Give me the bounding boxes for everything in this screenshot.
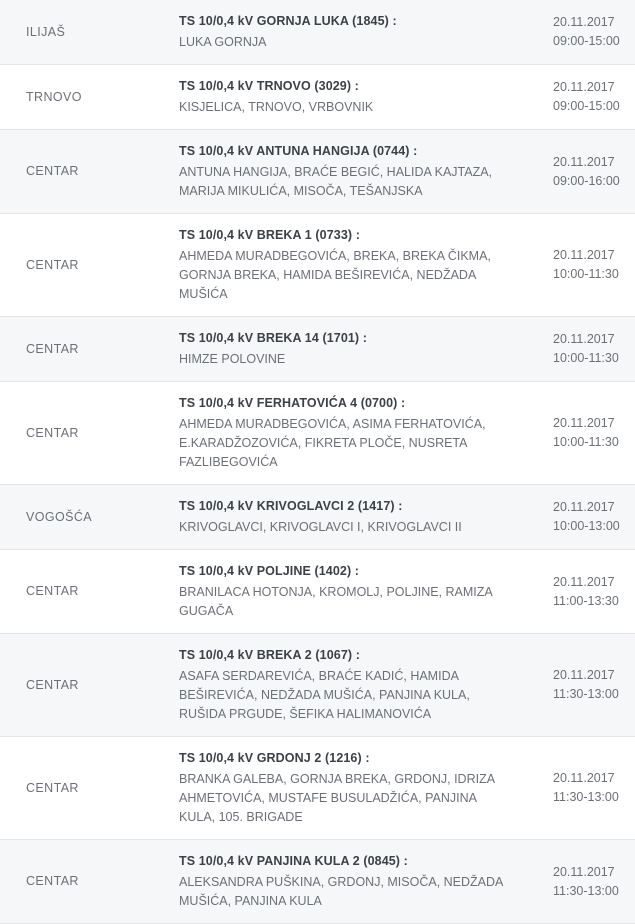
- date-label: 20.11.2017: [553, 332, 615, 346]
- time-label: 11:30-13:00: [553, 790, 619, 804]
- table-row: [0, 840, 635, 924]
- date-label: 20.11.2017: [553, 80, 615, 94]
- time-label: 10:00-13:00: [553, 519, 620, 533]
- time-label: 10:00-11:30: [553, 435, 619, 449]
- cell-datetime: [523, 485, 635, 550]
- station-label: TS 10/0,4 kV BREKA 2 (1067) :: [179, 648, 360, 662]
- cell-detail: [177, 737, 523, 840]
- cell-datetime: [523, 382, 635, 485]
- cell-datetime: [523, 634, 635, 737]
- table-row: [0, 130, 635, 214]
- time-label: 09:00-16:00: [553, 173, 620, 188]
- streets-label: AHMEDA MURADBEGOVIĆA, BREKA, BREKA ČIKMA, GORNJA BREKA, HAMIDA BEŠIREVIĆA, NEDŽADA MUŠIĆA: [179, 249, 491, 301]
- cell-area: VOGOŠĆA: [26, 509, 93, 524]
- date-label: 20.11.2017: [553, 154, 615, 169]
- cell-detail: [177, 550, 523, 634]
- station-label: TS 10/0,4 kV BREKA 14 (1701) :: [179, 331, 368, 345]
- cell-area: CENTAR: [26, 780, 79, 795]
- time-label: 10:00-11:30: [553, 267, 619, 281]
- cell-area: TRNOVO: [26, 89, 82, 104]
- time-label: 11:30-13:00: [553, 687, 619, 701]
- streets-label: HIMZE POLOVINE: [179, 352, 286, 366]
- station-label: TS 10/0,4 kV POLJINE (1402) :: [179, 564, 360, 578]
- table-row: [0, 0, 635, 65]
- time-label: 10:00-11:30: [553, 351, 619, 365]
- cell-area: CENTAR: [26, 341, 79, 356]
- table-row: [0, 550, 635, 634]
- cell-datetime: [523, 65, 635, 130]
- station-label: TS 10/0,4 kV ANTUNA HANGIJA (0744) :: [179, 144, 418, 158]
- time-label: 11:30-13:00: [553, 883, 619, 898]
- time-label: 11:00-13:30: [553, 593, 619, 608]
- cell-datetime: [523, 317, 635, 382]
- table-row: [0, 485, 635, 550]
- table-row: [0, 737, 635, 840]
- date-label: 20.11.2017: [553, 771, 615, 785]
- streets-label: AHMEDA MURADBEGOVIĆA, ASIMA FERHATOVIĆA, E.KARADŽOZOVIĆA, FIKRETA PLOČE, NUSRETA FAZLIBEGOVIĆA: [179, 417, 486, 469]
- time-label: 09:00-15:00: [553, 34, 620, 48]
- streets-label: BRANILACA HOTONJA, KROMOLJ, POLJINE, RAMIZA GUGAČA: [179, 585, 493, 618]
- cell-area: CENTAR: [26, 677, 79, 692]
- cell-detail: [177, 840, 523, 924]
- streets-label: KISJELICA, TRNOVO, VRBOVNIK: [179, 100, 374, 114]
- time-label: 09:00-15:00: [553, 99, 620, 113]
- date-label: 20.11.2017: [553, 15, 615, 29]
- cell-area: ILIJAŠ: [26, 24, 66, 39]
- cell-area: CENTAR: [26, 257, 79, 272]
- cell-datetime: [523, 130, 635, 214]
- cell-datetime: [523, 214, 635, 317]
- cell-datetime: [523, 550, 635, 634]
- station-label: TS 10/0,4 kV BREKA 1 (0733) :: [179, 228, 360, 242]
- table-row: [0, 65, 635, 130]
- cell-detail: [177, 485, 523, 550]
- table-row: [0, 317, 635, 382]
- cell-area: CENTAR: [26, 584, 79, 598]
- station-label: TS 10/0,4 kV KRIVOGLAVCI 2 (1417) :: [179, 499, 403, 513]
- cell-datetime: [523, 737, 635, 840]
- table-row: [0, 634, 635, 737]
- station-label: TS 10/0,4 kV FERHATOVIĆA 4 (0700) :: [179, 396, 406, 410]
- date-label: 20.11.2017: [553, 574, 615, 589]
- date-label: 20.11.2017: [553, 248, 615, 262]
- cell-detail: [177, 0, 523, 65]
- cell-detail: [177, 317, 523, 382]
- cell-detail: [177, 65, 523, 130]
- streets-label: BRANKA GALEBA, GORNJA BREKA, GRDONJ, IDRIZA AHMETOVIĆA, MUSTAFE BUSULADŽIĆA, PANJINA KULA, 105. BRIGADE: [179, 772, 495, 824]
- date-label: 20.11.2017: [553, 864, 615, 879]
- cell-detail: [177, 382, 523, 485]
- date-label: 20.11.2017: [553, 500, 615, 514]
- cell-detail: [177, 214, 523, 317]
- station-label: TS 10/0,4 kV PANJINA KULA 2 (0845) :: [179, 854, 408, 868]
- streets-label: LUKA GORNJA: [179, 35, 267, 49]
- streets-label: ALEKSANDRA PUŠKINA, GRDONJ, MISOČA, NEDŽADA MUŠIĆA, PANJINA KULA: [179, 875, 503, 908]
- streets-label: ASAFA SERDAREVIĆA, BRAĆE KADIĆ, HAMIDA BEŠIREVIĆA, NEDŽADA MUŠIĆA, PANJINA KULA, RUŠIDA PRGUDE, ŠEFIKA HALIMANOVIĆA: [179, 669, 470, 721]
- cell-datetime: [523, 840, 635, 924]
- station-label: TS 10/0,4 kV TRNOVO (3029) :: [179, 79, 359, 93]
- station-label: TS 10/0,4 kV GRDONJ 2 (1216) :: [179, 751, 370, 765]
- streets-label: ANTUNA HANGIJA, BRAĆE BEGIĆ, HALIDA KAJTAZA, MARIJA MIKULIĆA, MISOČA, TEŠANJSKA: [179, 165, 493, 198]
- date-label: 20.11.2017: [553, 416, 615, 430]
- table-row: [0, 214, 635, 317]
- cell-datetime: [523, 0, 635, 65]
- streets-label: KRIVOGLAVCI, KRIVOGLAVCI I, KRIVOGLAVCI II: [179, 520, 462, 534]
- cell-area: CENTAR: [26, 874, 79, 888]
- cell-area: CENTAR: [26, 425, 79, 440]
- cell-detail: [177, 130, 523, 214]
- cell-area: CENTAR: [26, 164, 79, 178]
- cell-detail: [177, 634, 523, 737]
- station-label: TS 10/0,4 kV GORNJA LUKA (1845) :: [179, 14, 397, 28]
- table-row: [0, 382, 635, 485]
- date-label: 20.11.2017: [553, 668, 615, 682]
